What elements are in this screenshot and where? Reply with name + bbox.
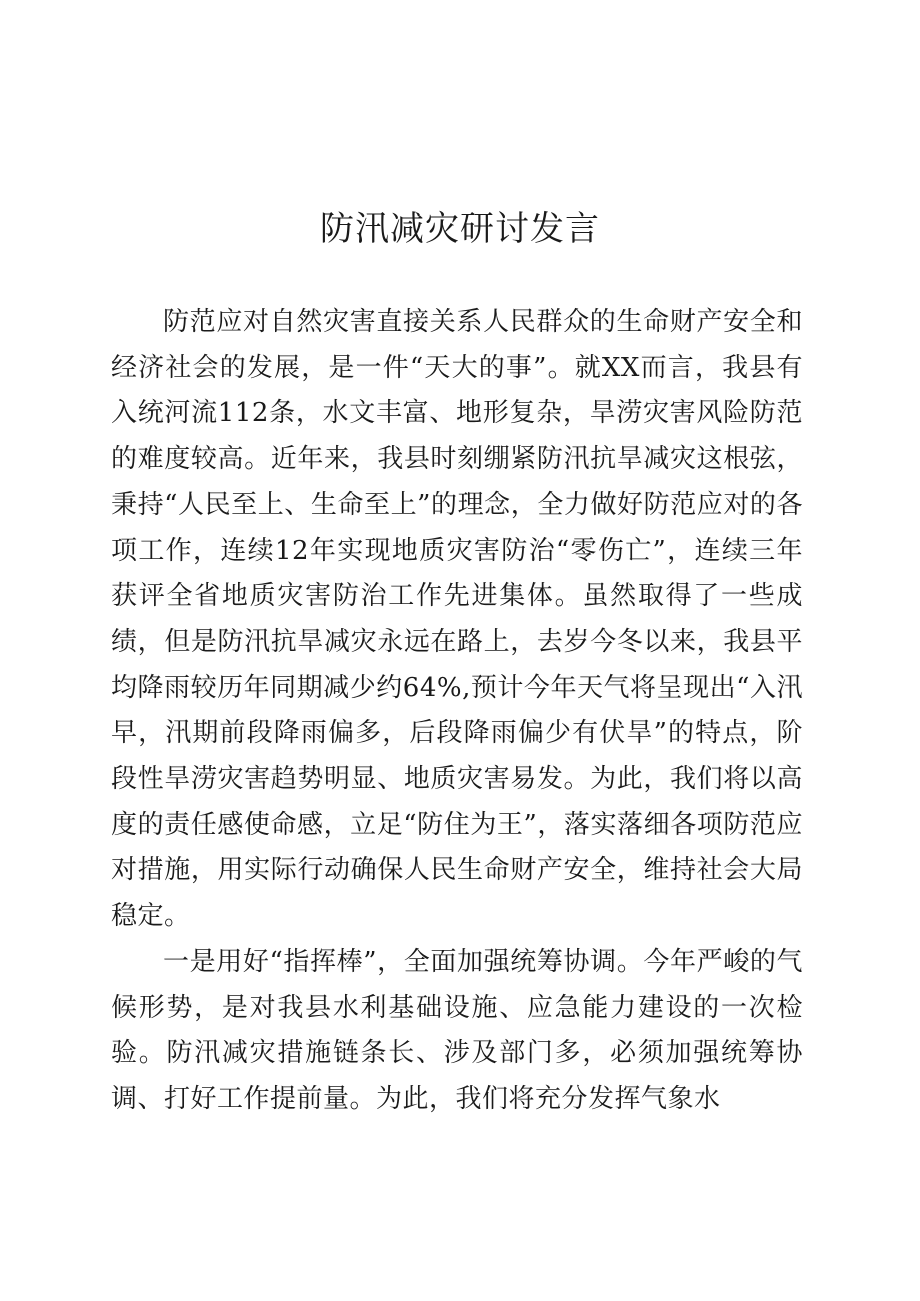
paragraph-intro: 防范应对自然灾害直接关系人民群众的生命财产安全和经济社会的发展，是一件“天大的事”。就XX而言，我县有入统河流112条，水文丰富、地形复杂，旱涝灾害风险防范的难度较高。近年来，我县时刻绷紧防汛抗旱减灾这根弦，秉持“人民至上、生命至上”的理念，全力做好防范应对的各项工作，连续12年实现地质灾害防治“零伤亡”，连续三年获评全省地质灾害防治工作先进集体。虽然取得了一些成绩，但是防汛抗旱减灾永远在路上，去岁今冬以来，我县平均降雨较历年同期减少约64%,预计今年天气将呈现出“入汛早，汛期前段降雨偏多，后段降雨偏少有伏旱”的特点，阶段性旱涝灾害趋势明显、地质灾害易发。为此，我们将以高度的责任感使命感，立足“防住为王”，落实落细各项防范应对措施，用实际行动确保人民生命财产安全，维持社会大局稳定。 [111,307,803,932]
document-body [111,300,803,1123]
document-title: 防汛减灾研讨发言 [320,209,600,249]
paragraph-point-one: 一是用好“指挥棒”，全面加强统筹协调。今年严峻的气候形势，是对我县水利基础设施、应急能力建设的一次检验。防汛减灾措施链条长、涉及部门多，必须加强统筹协调、打好工作提前量。为此，我们将充分发挥气象水 [111,946,803,1114]
